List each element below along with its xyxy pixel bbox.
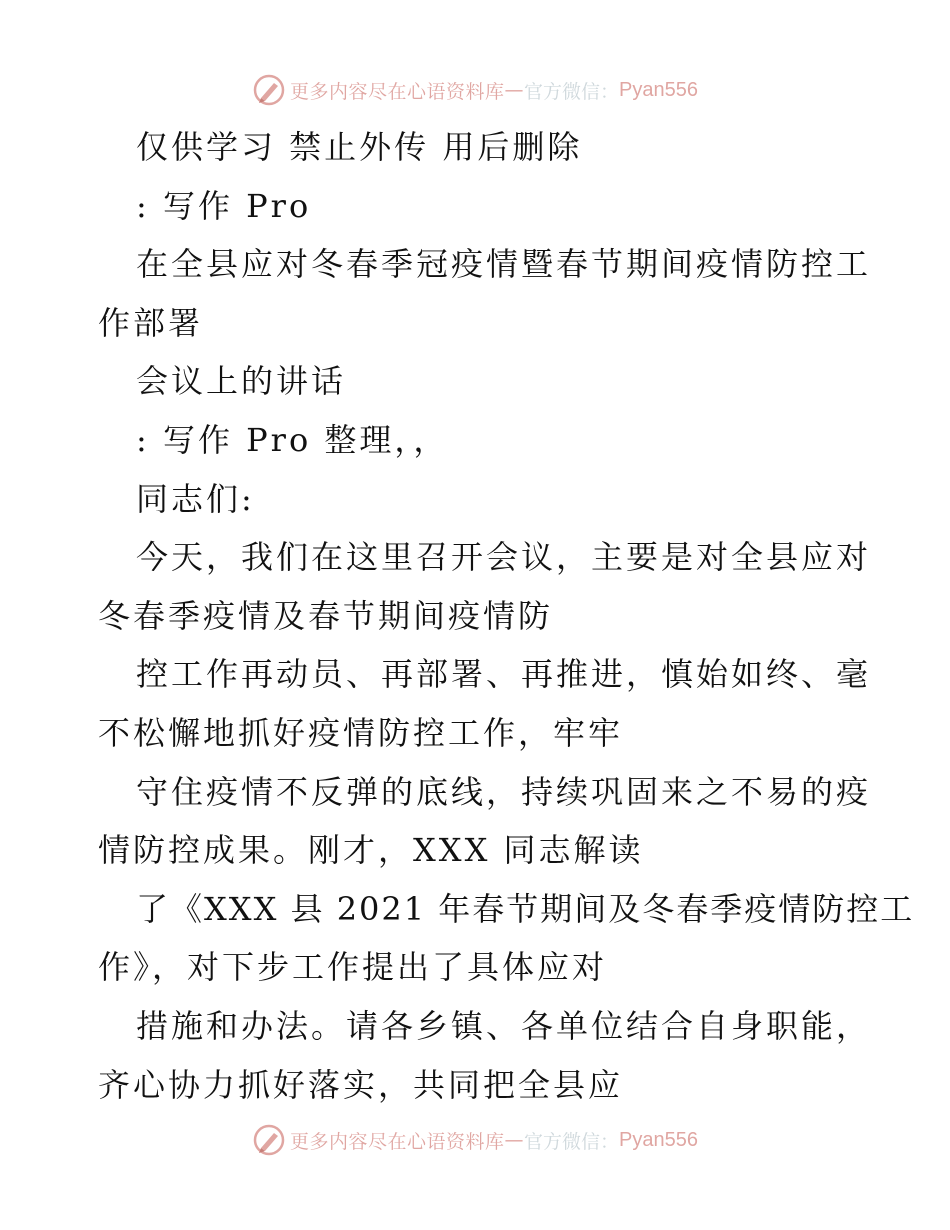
watermark-dash: —	[504, 1129, 525, 1151]
watermark-label: 官方微信：	[524, 80, 620, 103]
doc-line: 守住疫情不反弹的底线，持续巩固来之不易的疫	[136, 772, 872, 811]
doc-line: 同志们:	[136, 479, 255, 518]
watermark-text: 更多内容尽在心语资料库	[290, 80, 505, 103]
watermark-footer	[0, 1120, 950, 1160]
document-body	[98, 118, 915, 1114]
doc-line: 控工作再动员、再部署、再推进，慎始如终、毫	[136, 655, 872, 694]
doc-line: 不松懈地抓好疫情防控工作，牢牢	[98, 713, 624, 752]
watermark-text: 更多内容尽在心语资料库	[290, 1130, 505, 1153]
watermark-dash: —	[504, 79, 525, 101]
doc-line: 今天，我们在这里召开会议，主要是对全县应对	[136, 538, 872, 577]
pen-logo-icon	[252, 1123, 286, 1157]
pen-logo-icon	[252, 73, 286, 107]
doc-line: 作》，对下步工作提出了具体应对	[98, 948, 608, 987]
watermark-header	[0, 70, 950, 110]
watermark-wechat-id: Pyan556	[619, 1128, 698, 1151]
doc-line: 了《XXX 县 2021 年春节期间及冬春季疫情防控工	[136, 889, 915, 928]
doc-line: 齐心协力抓好落实，共同把全县应	[98, 1065, 624, 1104]
watermark-label: 官方微信：	[524, 1130, 620, 1153]
doc-line: : 写作 Pro	[136, 186, 312, 225]
doc-line: 会议上的讲话	[136, 362, 347, 401]
doc-line: 在全县应对冬春季冠疫情暨春节期间疫情防控工	[136, 245, 872, 284]
doc-line: 措施和办法。请各乡镇、各单位结合自身职能，	[136, 1006, 872, 1045]
watermark-wechat-id: Pyan556	[619, 78, 698, 101]
doc-line: : 写作 Pro 整理，，	[136, 420, 449, 459]
doc-line: 仅供学习 禁止外传 用后删除	[136, 128, 583, 166]
doc-line: 冬春季疫情及春节期间疫情防	[98, 596, 554, 635]
doc-line: 情防控成果。刚才，XXX 同志解读	[98, 831, 644, 870]
doc-line: 作部署	[98, 303, 204, 342]
